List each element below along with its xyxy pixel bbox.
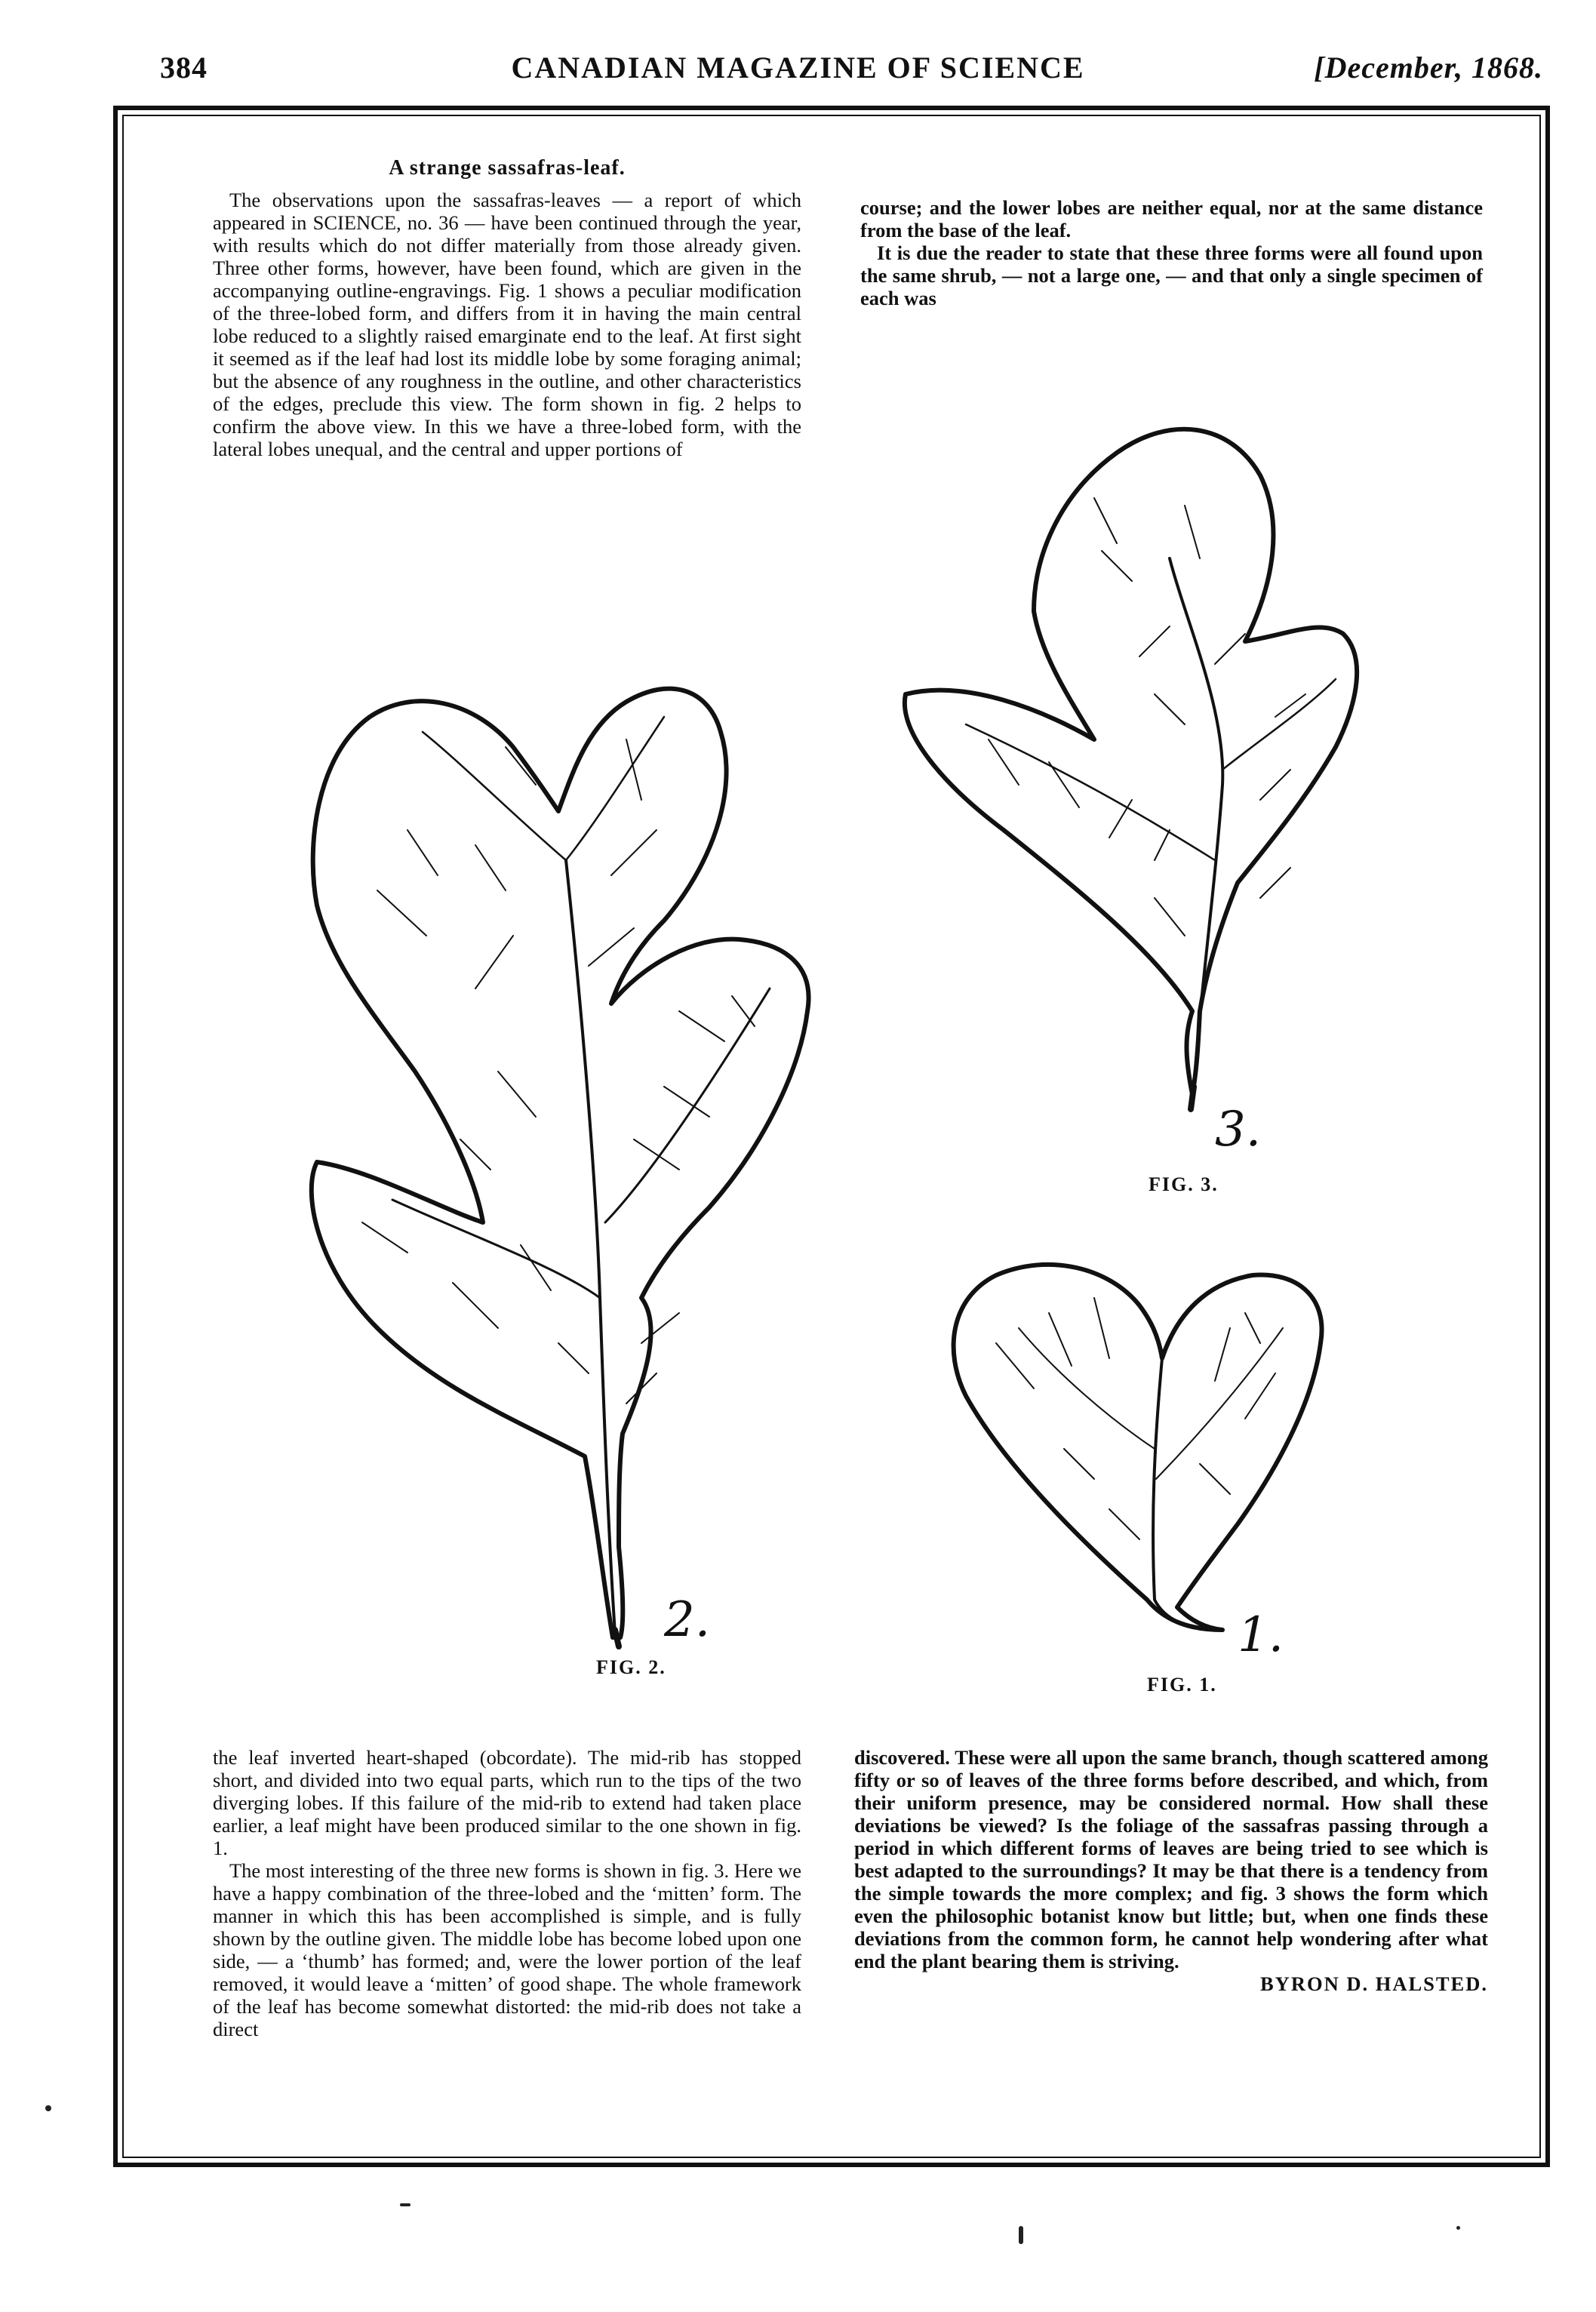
article-column-bottom-right — [854, 1746, 1488, 1995]
issue-date: [December, 1868. — [1314, 51, 1543, 85]
leaf-figure-1 — [943, 1253, 1336, 1653]
article-column-top-left — [213, 157, 801, 460]
article-column-bottom-left — [213, 1746, 801, 2040]
article-column-top-right — [860, 196, 1483, 309]
paragraph: The observations upon the sassafras-leaves — a report of which appeared in SCIENCE, no. 36 — have been continued through the year, with results which do not differ materially from those already given. Three other forms, however, have been found, which are given in the accompanying outline-engravings. Fig. 1 shows a peculiar modification of the three-lobed form, and differs from it in having the main central lobe reduced to a slightly raised emarginate end to the leaf. At first sight it seemed as if the leaf had lost its middle lobe by some foraging animal; but the absence of any roughness in the outline, and other characteristics of the edges, preclude this view. The form shown in fig. 2 helps to confirm the above view. In this we have a three-lobed form, with the lateral lobes unequal, and the central and upper portions of — [213, 189, 801, 460]
page-number: 384 — [160, 51, 208, 85]
figure-3-caption: FIG. 3. — [1149, 1173, 1219, 1195]
figure-2-handwritten-label: 2. — [664, 1592, 711, 1648]
paragraph: course; and the lower lobes are neither equal, nor at the same distance from the base of the leaf. — [860, 196, 1483, 241]
ink-speck — [1019, 2226, 1023, 2244]
figure-1-handwritten-label: 1. — [1238, 1607, 1284, 1663]
leaf-figure-3 — [868, 407, 1381, 1117]
article-heading: A strange sassafras-leaf. — [389, 156, 626, 180]
ink-speck — [400, 2203, 411, 2206]
paragraph: It is due the reader to state that these three forms were all found upon the same shrub, — not a large one, — and that only a single specimen of each was — [860, 241, 1483, 309]
paragraph: the leaf inverted heart-shaped (obcordate). The mid-rib has stopped short, and divided into two equal parts, which run to the tips of the two diverging lobes. If this failure of the mid-rib to extend had taken place earlier, a leaf might have been produced similar to the one shown in fig. 1. — [213, 1746, 801, 1859]
figure-1-caption: FIG. 1. — [1147, 1674, 1217, 1696]
figure-3-handwritten-label: 3. — [1215, 1102, 1262, 1158]
ink-speck — [45, 2105, 51, 2111]
author-signature: BYRON D. HALSTED. — [1260, 1972, 1488, 1995]
journal-title: CANADIAN MAGAZINE OF SCIENCE — [511, 51, 1085, 85]
page-header — [0, 50, 1596, 95]
figure-2-caption: FIG. 2. — [596, 1656, 666, 1678]
paragraph: discovered. These were all upon the same branch, though scattered among fifty or so of leaves of the three forms before described, and which, from their uniform presence, may be considered normal. How shall these deviations be viewed? Is the foliage of the sassafras passing through a period in which different forms of leaves are being tried to see which is best adapted to the surroundings? It may be that there is a tendency from the simple towards the more complex; and fig. 3 shows the form which even the philosophic botanist know but little; but, when one finds these deviations from the common form, he cannot help wondering after what end the plant bearing them is striving. — [854, 1746, 1488, 1972]
leaf-figure-2 — [287, 649, 860, 1653]
ink-speck — [1456, 2226, 1460, 2230]
paragraph: The most interesting of the three new forms is shown in fig. 3. Here we have a happy combination of the three-lobed and the ‘mitten’ form. The manner in which this has been accomplished is simple, and is fully shown by the outline given. The middle lobe has become lobed upon one side, — a ‘thumb’ has formed; and, were the lower portion of the leaf removed, it would leave a ‘mitten’ of good shape. The whole framework of the leaf has become somewhat distorted: the mid-rib does not take a direct — [213, 1859, 801, 2040]
